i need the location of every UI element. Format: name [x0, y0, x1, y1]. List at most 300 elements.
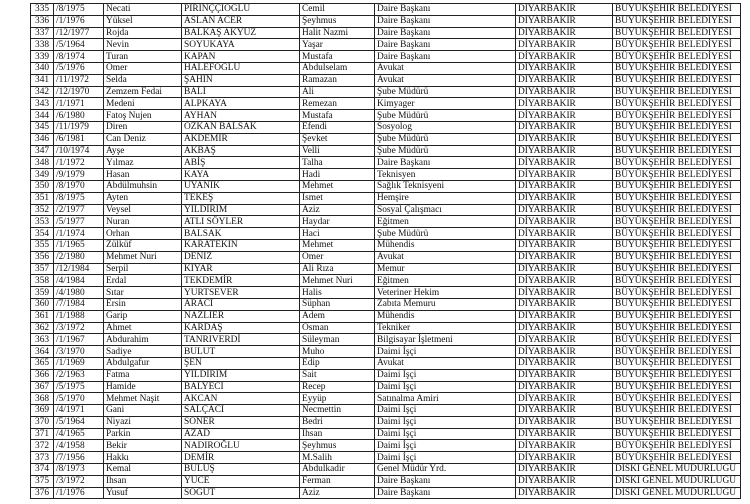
position-cell: Memur: [375, 263, 516, 275]
position-cell: Daimi İşçi: [375, 346, 516, 358]
last-name-cell: TEKDEMİR: [182, 275, 300, 287]
institution-cell: BÜYÜKŞEHİR BELEDİYESİ: [613, 204, 741, 216]
last-name-cell: DENİZ: [182, 251, 300, 263]
row-number-cell: 344: [31, 110, 54, 122]
city-cell: DİYARBAKIR: [516, 157, 613, 169]
last-name-cell: PİRİNÇÇİOĞLU: [182, 4, 300, 16]
last-name-cell: BALYECİ: [182, 381, 300, 393]
table-row: [31, 110, 741, 122]
first-name-cell: Fatma: [104, 369, 182, 381]
position-cell: Sağlık Teknisyeni: [375, 180, 516, 192]
city-cell: DİYARBAKIR: [516, 298, 613, 310]
city-cell: DİYARBAKIR: [516, 416, 613, 428]
last-name-cell: TEKEŞ: [182, 192, 300, 204]
row-number-cell: 371: [31, 428, 54, 440]
table-row: [31, 204, 741, 216]
table-row: [31, 169, 741, 181]
row-number-cell: 364: [31, 346, 54, 358]
father-name-cell: Cemil: [300, 4, 375, 16]
position-cell: Genel Müdür Yrd.: [375, 464, 516, 476]
city-cell: DİYARBAKIR: [516, 452, 613, 464]
institution-cell: BÜYÜKŞEHİR BELEDİYESİ: [613, 334, 741, 346]
table-row: [31, 393, 741, 405]
position-cell: Teknisyen: [375, 169, 516, 181]
last-name-cell: KARDAŞ: [182, 322, 300, 334]
city-cell: DİYARBAKIR: [516, 216, 613, 228]
first-name-cell: Ayşe: [104, 145, 182, 157]
birth-date-cell: /1/1971: [54, 98, 104, 110]
institution-cell: BÜYÜKŞEHİR BELEDİYESİ: [613, 180, 741, 192]
father-name-cell: İsmet: [300, 192, 375, 204]
birth-date-cell: /1/1972: [54, 157, 104, 169]
city-cell: DİYARBAKIR: [516, 310, 613, 322]
institution-cell: BÜYÜKŞEHİR BELEDİYESİ: [613, 322, 741, 334]
father-name-cell: Mehmet: [300, 180, 375, 192]
city-cell: DİYARBAKIR: [516, 475, 613, 487]
position-cell: Bilgisayar İşletmeni: [375, 334, 516, 346]
first-name-cell: Fatoş Nujen: [104, 110, 182, 122]
position-cell: Daimi İşçi: [375, 405, 516, 417]
row-number-cell: 365: [31, 357, 54, 369]
position-cell: Satınalma Amiri: [375, 393, 516, 405]
table-row: [31, 192, 741, 204]
institution-cell: BÜYÜKŞEHİR BELEDİYESİ: [613, 393, 741, 405]
birth-date-cell: /9/1979: [54, 169, 104, 181]
row-number-cell: 335: [31, 4, 54, 16]
position-cell: Daimi İşçi: [375, 369, 516, 381]
institution-cell: BÜYÜKŞEHİR BELEDİYESİ: [613, 239, 741, 251]
last-name-cell: ALPKAYA: [182, 98, 300, 110]
last-name-cell: BULUŞ: [182, 464, 300, 476]
last-name-cell: SOYUKAYA: [182, 39, 300, 51]
birth-date-cell: /2/1980: [54, 251, 104, 263]
city-cell: DİYARBAKIR: [516, 86, 613, 98]
last-name-cell: KARATEKİN: [182, 239, 300, 251]
last-name-cell: AYHAN: [182, 110, 300, 122]
table-row: [31, 121, 741, 133]
father-name-cell: Ali Rıza: [300, 263, 375, 275]
father-name-cell: Recep: [300, 381, 375, 393]
last-name-cell: ABİŞ: [182, 157, 300, 169]
row-number-cell: 351: [31, 192, 54, 204]
position-cell: Daimi İşçi: [375, 428, 516, 440]
father-name-cell: Abdulselam: [300, 62, 375, 74]
institution-cell: DİSKİ GENEL MÜDÜRLÜĞÜ: [613, 487, 741, 499]
row-number-cell: 375: [31, 475, 54, 487]
city-cell: DİYARBAKIR: [516, 192, 613, 204]
first-name-cell: Can Deniz: [104, 133, 182, 145]
last-name-cell: NADIROĞLU: [182, 440, 300, 452]
birth-date-cell: /4/1984: [54, 275, 104, 287]
father-name-cell: Ferman: [300, 475, 375, 487]
table-row: [31, 86, 741, 98]
row-number-cell: 367: [31, 381, 54, 393]
position-cell: Şube Müdürü: [375, 133, 516, 145]
table-row: [31, 51, 741, 63]
last-name-cell: HALEFOĞLU: [182, 62, 300, 74]
last-name-cell: YILDIRIM: [182, 369, 300, 381]
father-name-cell: Eyyüp: [300, 393, 375, 405]
first-name-cell: İhsan: [104, 475, 182, 487]
first-name-cell: Sadiye: [104, 346, 182, 358]
row-number-cell: 342: [31, 86, 54, 98]
institution-cell: BÜYÜKŞEHİR BELEDİYESİ: [613, 263, 741, 275]
first-name-cell: Veysel: [104, 204, 182, 216]
city-cell: DİYARBAKIR: [516, 74, 613, 86]
first-name-cell: Turan: [104, 51, 182, 63]
row-number-cell: 348: [31, 157, 54, 169]
city-cell: DİYARBAKIR: [516, 428, 613, 440]
row-number-cell: 350: [31, 180, 54, 192]
first-name-cell: Nuran: [104, 216, 182, 228]
position-cell: Daire Başkanı: [375, 51, 516, 63]
first-name-cell: Ahmet: [104, 322, 182, 334]
father-name-cell: Şeyhmus: [300, 15, 375, 27]
table-row: [31, 157, 741, 169]
institution-cell: BÜYÜKŞEHİR BELEDİYESİ: [613, 381, 741, 393]
position-cell: Daimi İşçi: [375, 416, 516, 428]
table-row: [31, 334, 741, 346]
birth-date-cell: /10/1974: [54, 145, 104, 157]
row-number-cell: 372: [31, 440, 54, 452]
father-name-cell: Mustafa: [300, 110, 375, 122]
table-row: [31, 39, 741, 51]
city-cell: DİYARBAKIR: [516, 169, 613, 181]
institution-cell: BÜYÜKŞEHİR BELEDİYESİ: [613, 369, 741, 381]
row-number-cell: 355: [31, 239, 54, 251]
city-cell: DİYARBAKIR: [516, 334, 613, 346]
last-name-cell: SÖĞÜT: [182, 487, 300, 499]
row-number-cell: 362: [31, 322, 54, 334]
institution-cell: BÜYÜKŞEHİR BELEDİYESİ: [613, 357, 741, 369]
table-row: [31, 405, 741, 417]
city-cell: DİYARBAKIR: [516, 405, 613, 417]
first-name-cell: Abdulgafur: [104, 357, 182, 369]
row-number-cell: 346: [31, 133, 54, 145]
first-name-cell: Abdurahim: [104, 334, 182, 346]
first-name-cell: Yüksel: [104, 15, 182, 27]
city-cell: DİYARBAKIR: [516, 121, 613, 133]
row-number-cell: 347: [31, 145, 54, 157]
position-cell: Sosyolog: [375, 121, 516, 133]
last-name-cell: AZAD: [182, 428, 300, 440]
row-number-cell: 358: [31, 275, 54, 287]
last-name-cell: ASLAN ACER: [182, 15, 300, 27]
city-cell: DİYARBAKIR: [516, 322, 613, 334]
city-cell: DİYARBAKIR: [516, 357, 613, 369]
table-row: [31, 133, 741, 145]
table-row: [31, 416, 741, 428]
row-number-cell: 353: [31, 216, 54, 228]
position-cell: Daire Başkanı: [375, 487, 516, 499]
father-name-cell: Abdulkadir: [300, 464, 375, 476]
institution-cell: BÜYÜKŞEHİR BELEDİYESİ: [613, 216, 741, 228]
table-row: [31, 62, 741, 74]
birth-date-cell: /4/1971: [54, 405, 104, 417]
row-number-cell: 345: [31, 121, 54, 133]
last-name-cell: BALİ: [182, 86, 300, 98]
city-cell: DİYARBAKIR: [516, 228, 613, 240]
position-cell: Şube Müdürü: [375, 145, 516, 157]
father-name-cell: Ali: [300, 86, 375, 98]
row-number-cell: 338: [31, 39, 54, 51]
row-number-cell: 368: [31, 393, 54, 405]
last-name-cell: KAYA: [182, 169, 300, 181]
father-name-cell: Velli: [300, 145, 375, 157]
institution-cell: BÜYÜKŞEHİR BELEDİYESİ: [613, 4, 741, 16]
father-name-cell: Halit Nazmi: [300, 27, 375, 39]
institution-cell: DİSKİ GENEL MÜDÜRLÜĞÜ: [613, 475, 741, 487]
birth-date-cell: /5/1976: [54, 62, 104, 74]
last-name-cell: UYANIK: [182, 180, 300, 192]
city-cell: DİYARBAKIR: [516, 15, 613, 27]
city-cell: DİYARBAKIR: [516, 369, 613, 381]
position-cell: Avukat: [375, 74, 516, 86]
birth-date-cell: /2/1977: [54, 204, 104, 216]
position-cell: Daimi İşçi: [375, 440, 516, 452]
last-name-cell: ÖZKAN BALSAK: [182, 121, 300, 133]
table-row: [31, 487, 741, 499]
birth-date-cell: /1/1974: [54, 228, 104, 240]
institution-cell: BÜYÜKŞEHİR BELEDİYESİ: [613, 145, 741, 157]
last-name-cell: SALÇACI: [182, 405, 300, 417]
institution-cell: BÜYÜKŞEHİR BELEDİYESİ: [613, 287, 741, 299]
institution-cell: BÜYÜKŞEHİR BELEDİYESİ: [613, 39, 741, 51]
first-name-cell: Diren: [104, 121, 182, 133]
birth-date-cell: /1/1967: [54, 334, 104, 346]
position-cell: Daire Başkanı: [375, 27, 516, 39]
father-name-cell: M.Salih: [300, 452, 375, 464]
table-row: [31, 4, 741, 16]
row-number-cell: 361: [31, 310, 54, 322]
first-name-cell: Yusuf: [104, 487, 182, 499]
table-row: [31, 216, 741, 228]
last-name-cell: YÜCE: [182, 475, 300, 487]
table-row: [31, 27, 741, 39]
birth-date-cell: /11/1979: [54, 121, 104, 133]
institution-cell: BÜYÜKŞEHİR BELEDİYESİ: [613, 452, 741, 464]
father-name-cell: Haydar: [300, 216, 375, 228]
father-name-cell: İhsan: [300, 428, 375, 440]
birth-date-cell: /11/1972: [54, 74, 104, 86]
city-cell: DİYARBAKIR: [516, 393, 613, 405]
city-cell: DİYARBAKIR: [516, 180, 613, 192]
father-name-cell: Muho: [300, 346, 375, 358]
first-name-cell: Ömer: [104, 62, 182, 74]
table-row: [31, 74, 741, 86]
position-cell: Şube Müdürü: [375, 110, 516, 122]
first-name-cell: Sıtar: [104, 287, 182, 299]
birth-date-cell: /3/1972: [54, 322, 104, 334]
row-number-cell: 349: [31, 169, 54, 181]
father-name-cell: Süleyman: [300, 334, 375, 346]
first-name-cell: Medeni: [104, 98, 182, 110]
father-name-cell: Yaşar: [300, 39, 375, 51]
father-name-cell: Hadi: [300, 169, 375, 181]
position-cell: Daire Başkanı: [375, 39, 516, 51]
city-cell: DİYARBAKIR: [516, 110, 613, 122]
last-name-cell: AKCAN: [182, 393, 300, 405]
institution-cell: BÜYÜKŞEHİR BELEDİYESİ: [613, 346, 741, 358]
first-name-cell: Erdal: [104, 275, 182, 287]
institution-cell: BÜYÜKŞEHİR BELEDİYESİ: [613, 405, 741, 417]
father-name-cell: Edip: [300, 357, 375, 369]
table-row: [31, 145, 741, 157]
position-cell: Mühendis: [375, 239, 516, 251]
table-row: [31, 251, 741, 263]
row-number-cell: 340: [31, 62, 54, 74]
row-number-cell: 366: [31, 369, 54, 381]
position-cell: Daimi İşçi: [375, 452, 516, 464]
last-name-cell: AKBAŞ: [182, 145, 300, 157]
row-number-cell: 374: [31, 464, 54, 476]
institution-cell: BÜYÜKŞEHİR BELEDİYESİ: [613, 298, 741, 310]
city-cell: DİYARBAKIR: [516, 287, 613, 299]
table-row: [31, 287, 741, 299]
position-cell: Daire Başkanı: [375, 475, 516, 487]
birth-date-cell: /2/1963: [54, 369, 104, 381]
city-cell: DİYARBAKIR: [516, 27, 613, 39]
birth-date-cell: /5/1977: [54, 216, 104, 228]
table-row: [31, 452, 741, 464]
institution-cell: BÜYÜKŞEHİR BELEDİYESİ: [613, 51, 741, 63]
father-name-cell: Süphan: [300, 298, 375, 310]
position-cell: Daire Başkanı: [375, 4, 516, 16]
row-number-cell: 363: [31, 334, 54, 346]
first-name-cell: Gani: [104, 405, 182, 417]
institution-cell: DİSKİ GENEL MÜDÜRLÜĞÜ: [613, 464, 741, 476]
row-number-cell: 359: [31, 287, 54, 299]
first-name-cell: Hakkı: [104, 452, 182, 464]
institution-cell: BÜYÜKŞEHİR BELEDİYESİ: [613, 275, 741, 287]
birth-date-cell: /4/1958: [54, 440, 104, 452]
table-row: [31, 98, 741, 110]
row-number-cell: 360: [31, 298, 54, 310]
city-cell: DİYARBAKIR: [516, 263, 613, 275]
father-name-cell: Necmettin: [300, 405, 375, 417]
position-cell: Eğitmen: [375, 216, 516, 228]
institution-cell: BÜYÜKŞEHİR BELEDİYESİ: [613, 27, 741, 39]
birth-date-cell: /8/1973: [54, 464, 104, 476]
father-name-cell: Mehmet Nuri: [300, 275, 375, 287]
father-name-cell: Ömer: [300, 251, 375, 263]
position-cell: Mühendis: [375, 310, 516, 322]
row-number-cell: 343: [31, 98, 54, 110]
first-name-cell: Parkin: [104, 428, 182, 440]
birth-date-cell: /1/1976: [54, 487, 104, 499]
first-name-cell: Zülküf: [104, 239, 182, 251]
father-name-cell: Remezan: [300, 98, 375, 110]
position-cell: Zabıta Memuru: [375, 298, 516, 310]
father-name-cell: Halis: [300, 287, 375, 299]
father-name-cell: Ramazan: [300, 74, 375, 86]
birth-date-cell: /5/1964: [54, 416, 104, 428]
position-cell: Şube Müdürü: [375, 228, 516, 240]
institution-cell: BÜYÜKŞEHİR BELEDİYESİ: [613, 133, 741, 145]
institution-cell: BÜYÜKŞEHİR BELEDİYESİ: [613, 251, 741, 263]
birth-date-cell: /8/1975: [54, 192, 104, 204]
institution-cell: BÜYÜKŞEHİR BELEDİYESİ: [613, 440, 741, 452]
father-name-cell: Adem: [300, 310, 375, 322]
city-cell: DİYARBAKIR: [516, 133, 613, 145]
table-row: [31, 381, 741, 393]
table-row: [31, 275, 741, 287]
city-cell: DİYARBAKIR: [516, 145, 613, 157]
birth-date-cell: /3/1970: [54, 346, 104, 358]
birth-date-cell: /4/1965: [54, 428, 104, 440]
city-cell: DİYARBAKIR: [516, 98, 613, 110]
row-number-cell: 339: [31, 51, 54, 63]
last-name-cell: NAZLIER: [182, 310, 300, 322]
birth-date-cell: /12/1984: [54, 263, 104, 275]
institution-cell: BÜYÜKŞEHİR BELEDİYESİ: [613, 428, 741, 440]
birth-date-cell: /12/1970: [54, 86, 104, 98]
last-name-cell: ARACI: [182, 298, 300, 310]
first-name-cell: Nevin: [104, 39, 182, 51]
last-name-cell: TANRIVERDİ: [182, 334, 300, 346]
first-name-cell: Garip: [104, 310, 182, 322]
birth-date-cell: /5/1975: [54, 381, 104, 393]
institution-cell: BÜYÜKŞEHİR BELEDİYESİ: [613, 228, 741, 240]
last-name-cell: ŞAHİN: [182, 74, 300, 86]
row-number-cell: 370: [31, 416, 54, 428]
city-cell: DİYARBAKIR: [516, 275, 613, 287]
table-row: [31, 298, 741, 310]
city-cell: DİYARBAKIR: [516, 440, 613, 452]
father-name-cell: Talha: [300, 157, 375, 169]
institution-cell: BÜYÜKŞEHİR BELEDİYESİ: [613, 86, 741, 98]
first-name-cell: Bekir: [104, 440, 182, 452]
position-cell: Daimi İşçi: [375, 381, 516, 393]
birth-date-cell: /5/1964: [54, 39, 104, 51]
last-name-cell: BALSAK: [182, 228, 300, 240]
table-row: [31, 15, 741, 27]
first-name-cell: Orhan: [104, 228, 182, 240]
first-name-cell: Rojda: [104, 27, 182, 39]
father-name-cell: Şevket: [300, 133, 375, 145]
position-cell: Avukat: [375, 357, 516, 369]
first-name-cell: Serpil: [104, 263, 182, 275]
father-name-cell: Sait: [300, 369, 375, 381]
birth-date-cell: /12/1977: [54, 27, 104, 39]
first-name-cell: Abdülmuhsin: [104, 180, 182, 192]
table-row: [31, 475, 741, 487]
last-name-cell: YURTSEVER: [182, 287, 300, 299]
table-row: [31, 440, 741, 452]
birth-date-cell: /1/1969: [54, 357, 104, 369]
institution-cell: BÜYÜKŞEHİR BELEDİYESİ: [613, 62, 741, 74]
first-name-cell: Hasan: [104, 169, 182, 181]
first-name-cell: Kemal: [104, 464, 182, 476]
last-name-cell: BULUT: [182, 346, 300, 358]
city-cell: DİYARBAKIR: [516, 204, 613, 216]
city-cell: DİYARBAKIR: [516, 51, 613, 63]
city-cell: DİYARBAKIR: [516, 239, 613, 251]
city-cell: DİYARBAKIR: [516, 381, 613, 393]
table-row: [31, 428, 741, 440]
last-name-cell: KIYAR: [182, 263, 300, 275]
position-cell: Şube Müdürü: [375, 86, 516, 98]
row-number-cell: 373: [31, 452, 54, 464]
row-number-cell: 336: [31, 15, 54, 27]
father-name-cell: Aziz: [300, 487, 375, 499]
birth-date-cell: /7/1984: [54, 298, 104, 310]
birth-date-cell: /1/1976: [54, 15, 104, 27]
institution-cell: BÜYÜKŞEHİR BELEDİYESİ: [613, 74, 741, 86]
table-row: [31, 310, 741, 322]
father-name-cell: Mehmet: [300, 239, 375, 251]
row-number-cell: 337: [31, 27, 54, 39]
